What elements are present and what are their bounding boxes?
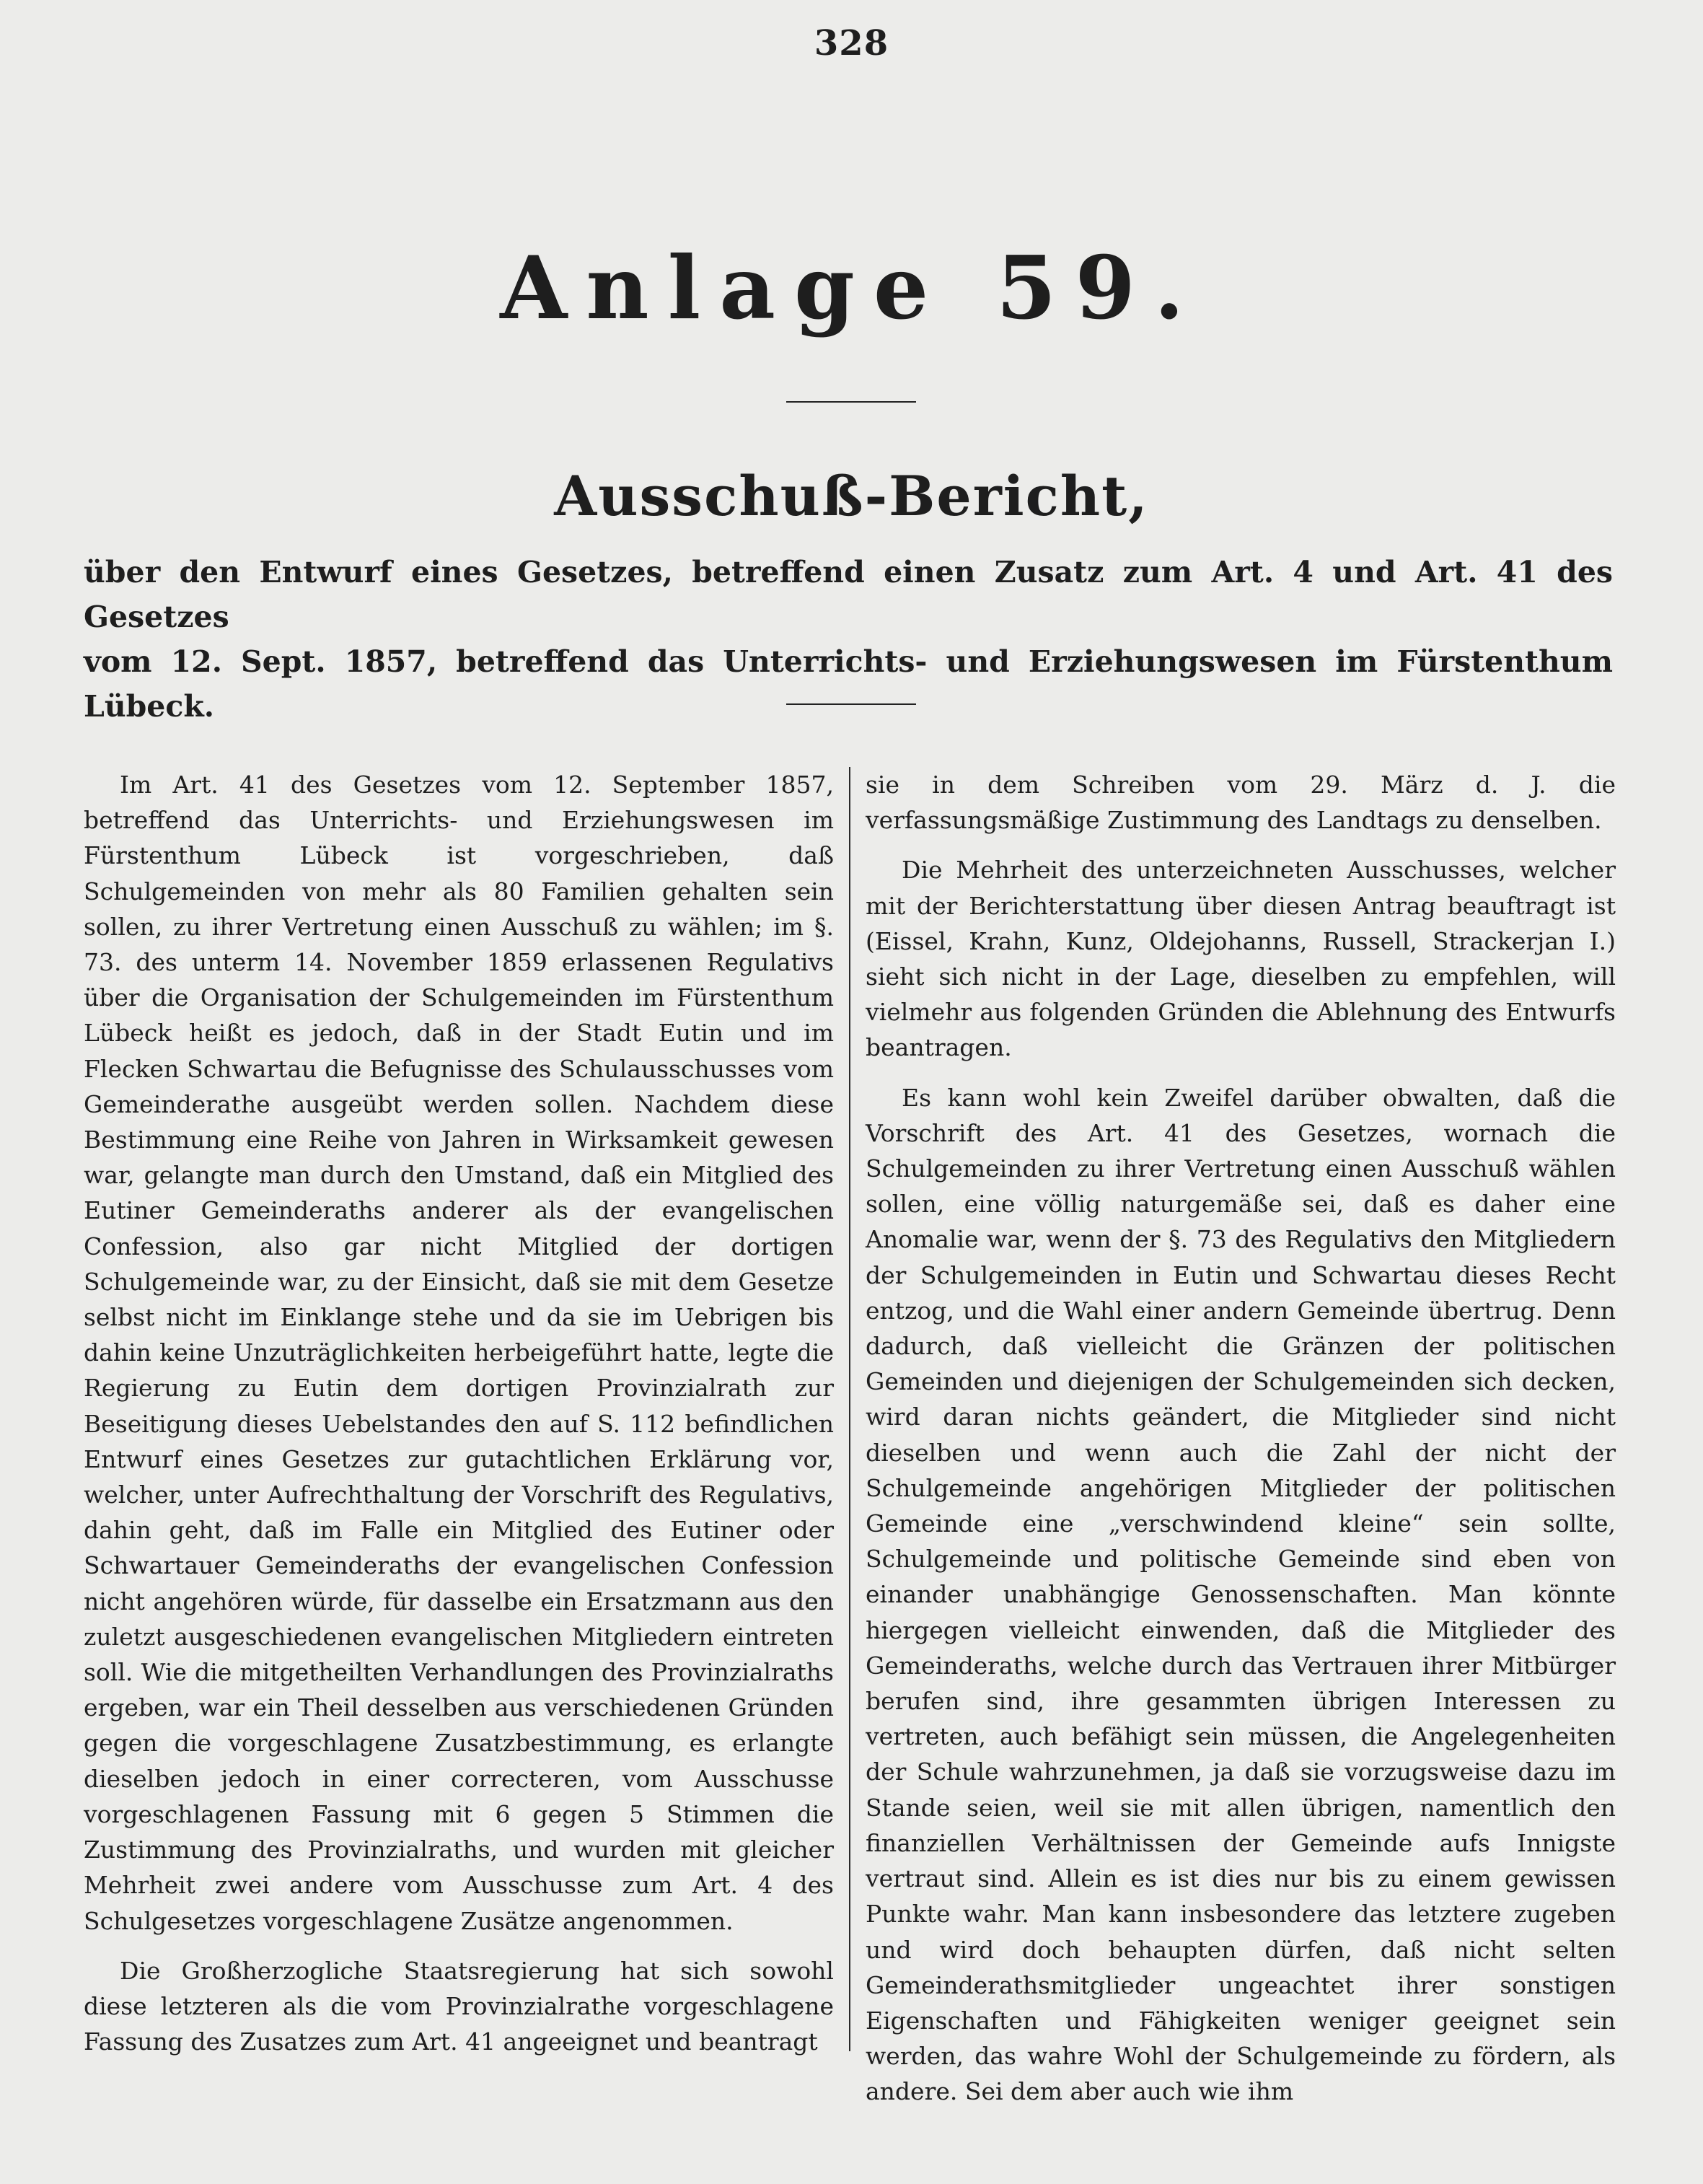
right-column [866,767,1616,2110]
paragraph: Die Mehrheit des unterzeichneten Ausschusses, welcher mit der Berichterstattung über diesen Antrag beauftragt ist (Eissel, Krahn, Kunz, Oldejohanns, Russell, Strackerjan I.) sieht sich nicht in der Lage, dieselben zu empfehlen, will vielmehr aus folgenden Gründen die Ablehnung des Entwurfs beantragen. [866,856,1616,1062]
paragraph: sie in dem Schreiben vom 29. März d. J. die verfassungsmäßige Zustimmung des Landtags zu denselben. [866,771,1616,835]
divider-top [786,401,916,403]
subtitle-line: über den Entwurf eines Gesetzes, betreffend einen Zusatz zum Art. 4 und Art. 41 des Gesetzes [84,555,1613,634]
divider-bottom [786,703,916,705]
subtitle-line: vom 12. Sept. 1857, betreffend das Unterrichts- und Erziehungswesen im Fürstenthum Lübeck. [84,644,1613,724]
report-heading: Ausschuß-Bericht, [554,464,1149,528]
left-column [84,767,834,2059]
page-title: Anlage 59. [500,237,1203,339]
paragraph: Im Art. 41 des Gesetzes vom 12. September 1857, betreffend das Unterrichts- und Erziehungswesen im Fürstenthum Lübeck ist vorgeschrieben, daß Schulgemeinden von mehr als 80 Familien gehalten sein sollen, zu ihrer Vertretung einen Ausschuß zu wählen; im §. 73. des unterm 14. November 1859 erlassenen Regulativs über die Organisation der Schulgemeinden im Fürstenthum Lübeck heißt es jedoch, daß in der Stadt Eutin und im Flecken Schwartau die Befugnisse des Schulausschusses vom Gemeinderathe ausgeübt werden sollen. Nachdem diese Bestimmung eine Reihe von Jahren in Wirksamkeit gewesen war, gelangte man durch den Umstand, daß ein Mitglied des Eutiner Gemeinderaths anderer als der evangelischen Confession, also gar nicht Mitglied der dortigen Schulgemeinde war, zu der Einsicht, daß sie mit dem Gesetze selbst nicht im Einklange stehe und da sie im Uebrigen bis dahin keine Unzuträglichkeiten herbeigeführt hatte, legte die Regierung zu Eutin dem dortigen Provinzialrath zur Beseitigung dieses Uebelstandes den auf S. 112 befindlichen Entwurf eines Gesetzes zur gutachtlichen Erklärung vor, welcher, unter Aufrechthaltung der Vorschrift des Regulativs, dahin geht, daß im Falle ein Mitglied des Eutiner oder Schwartauer Gemeinderaths der evangelischen Confession nicht angehören würde, für dasselbe ein Ersatzmann aus den zuletzt ausgeschiedenen evangelischen Mitgliedern eintreten soll. Wie die mitgetheilten Verhandlungen des Provinzialraths ergeben, war ein Theil desselben aus verschiedenen Gründen gegen die vorgeschlagene Zusatzbestimmung, es erlangte dieselben jedoch in einer correcteren, vom Ausschusse vorgeschlagenen Fassung mit 6 gegen 5 Stimmen die Zustimmung des Provinzialraths, und wurden mit gleicher Mehrheit zwei andere vom Ausschusse zum Art. 4 des Schulgesetzes vorgeschlagene Zusätze angenommen. [84,771,834,1935]
report-subtitle [84,550,1613,729]
paragraph: Es kann wohl kein Zweifel darüber obwalten, daß die Vorschrift des Art. 41 des Gesetzes, wornach die Schulgemeinden zu ihrer Vertretung einen Ausschuß wählen sollen, eine völlig naturgemäße sei, daß es daher eine Anomalie war, wenn der §. 73 des Regulativs den Mitgliedern der Schulgemeinden in Eutin und Schwartau dieses Recht entzog, und die Wahl einer andern Gemeinde übertrug. Denn dadurch, daß vielleicht die Gränzen der politischen Gemeinden und diejenigen der Schulgemeinden sich decken, wird daran nichts geändert, die Mitglieder sind nicht dieselben und wenn auch die Zahl der nicht der Schulgemeinde angehörigen Mitglieder der politischen Gemeinde eine „verschwindend kleine“ sein sollte, Schulgemeinde und politische Gemeinde sind eben von einander unabhängige Genossenschaften. Man könnte hiergegen vielleicht einwenden, daß die Mitglieder des Gemeinderaths, welche durch das Vertrauen ihrer Mitbürger berufen sind, ihre gesammten übrigen Interessen zu vertreten, auch befähigt sein müssen, die Angelegenheiten der Schule wahrzunehmen, ja daß sie vorzugsweise dazu im Stande seien, weil sie mit allen übrigen, namentlich den finanziellen Verhältnissen der Gemeinde aufs Innigste vertraut sind. Allein es ist dies nur bis zu einem gewissen Punkte wahr. Man kann insbesondere das letztere zugeben und wird doch behaupten dürfen, daß nicht selten Gemeinderathsmitglieder ungeachtet ihrer sonstigen Eigenschaften und Fähigkeiten weniger geeignet sein werden, das wahre Wohl der Schulgemeinde zu fördern, als andere. Sei dem aber auch wie ihm [866,1083,1616,2106]
column-divider [849,767,850,2051]
paragraph: Die Großherzogliche Staatsregierung hat sich sowohl diese letzteren als die vom Provinzialrathe vorgeschlagene Fassung des Zusatzes zum Art. 41 angeeignet und beantragt [84,1956,834,2056]
page-number: 328 [814,23,889,63]
